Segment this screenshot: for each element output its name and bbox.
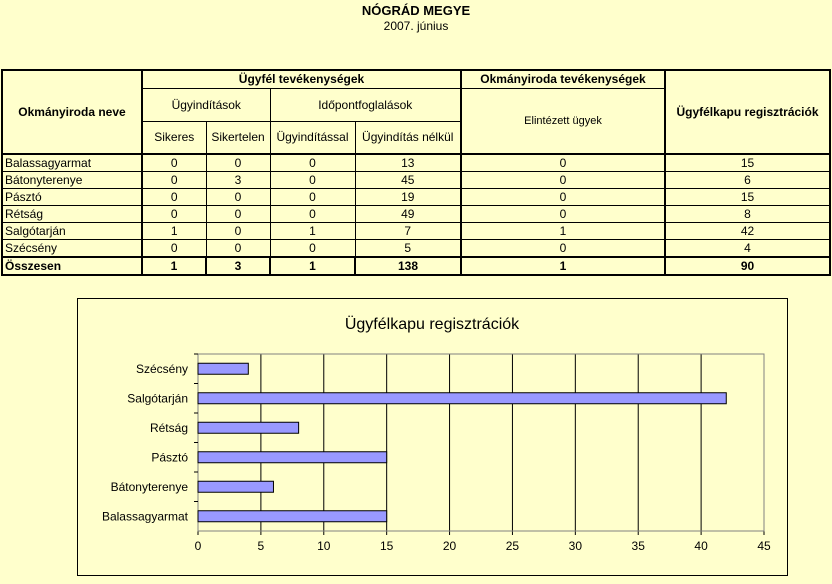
cell-total-with-case-start: 1	[270, 257, 355, 275]
cell-office: Balassagyarmat	[2, 154, 142, 172]
x-tick-label: 30	[568, 539, 583, 553]
cell-with-case-start: 0	[270, 240, 355, 258]
table-total-row	[2, 257, 830, 275]
header-office-activities: Okmányiroda tevékenységek	[461, 70, 665, 88]
cell-registrations: 15	[665, 154, 830, 172]
header-appointments: Időpontfoglalások	[270, 88, 461, 121]
x-tick-label: 5	[257, 539, 265, 553]
cell-without-case-start: 45	[355, 172, 461, 189]
cell-registrations: 42	[665, 223, 830, 240]
cell-with-case-start: 0	[270, 154, 355, 172]
y-tick-label: Bátonyterenye	[110, 479, 188, 494]
cell-total-successful: 1	[142, 257, 206, 275]
cell-completed: 0	[461, 154, 665, 172]
header-successful: Sikeres	[142, 121, 206, 154]
x-tick-label: 10	[317, 539, 331, 553]
x-tick-label: 35	[631, 539, 645, 553]
cell-successful: 0	[142, 189, 206, 206]
y-tick-label: Pásztó	[151, 450, 188, 465]
table-row	[2, 223, 830, 240]
cell-successful: 0	[142, 240, 206, 258]
header-unsuccessful: Sikertelen	[206, 121, 270, 154]
x-tick-label: 45	[757, 539, 771, 553]
cell-with-case-start: 1	[270, 223, 355, 240]
statistics-table	[1, 69, 831, 276]
header-without-case-start: Ügyindítás nélkül	[355, 121, 461, 154]
table-row	[2, 240, 830, 258]
bar	[198, 452, 387, 463]
cell-office: Szécsény	[2, 240, 142, 258]
registrations-chart	[77, 298, 788, 576]
header-case-starts: Ügyindítások	[142, 88, 270, 121]
cell-office: Bátonyterenye	[2, 172, 142, 189]
cell-registrations: 6	[665, 172, 830, 189]
x-tick-label: 0	[194, 539, 202, 553]
cell-with-case-start: 0	[270, 206, 355, 223]
cell-registrations: 4	[665, 240, 830, 258]
y-tick-label: Salgótarján	[127, 391, 188, 406]
report-title: NÓGRÁD MEGYE	[361, 3, 471, 18]
header-client-activities: Ügyfél tevékenységek	[142, 70, 461, 88]
cell-unsuccessful: 0	[206, 240, 270, 258]
header-completed-cases: Elintézett ügyek	[461, 88, 665, 154]
y-tick-label: Rétság	[149, 420, 188, 435]
cell-total-registrations: 90	[665, 257, 830, 275]
plot-background	[198, 354, 764, 531]
cell-office: Rétság	[2, 206, 142, 223]
table-row	[2, 154, 830, 172]
bar	[198, 511, 387, 522]
cell-with-case-start: 0	[270, 172, 355, 189]
y-tick-label: Szécsény	[135, 361, 188, 376]
cell-registrations: 15	[665, 189, 830, 206]
x-tick-label: 40	[694, 539, 708, 553]
table-row	[2, 189, 830, 206]
chart-svg	[78, 299, 787, 575]
bar	[198, 481, 273, 492]
cell-total-label: Összesen	[2, 257, 142, 275]
cell-without-case-start: 13	[355, 154, 461, 172]
cell-office: Pásztó	[2, 189, 142, 206]
cell-completed: 0	[461, 172, 665, 189]
cell-unsuccessful: 0	[206, 206, 270, 223]
bar	[198, 422, 299, 433]
x-tick-label: 15	[379, 539, 394, 553]
cell-with-case-start: 0	[270, 189, 355, 206]
cell-total-unsuccessful: 3	[206, 257, 270, 275]
table-row	[2, 206, 830, 223]
cell-successful: 0	[142, 172, 206, 189]
cell-without-case-start: 49	[355, 206, 461, 223]
x-tick-label: 20	[442, 539, 457, 553]
table-row	[2, 172, 830, 189]
cell-completed: 0	[461, 189, 665, 206]
cell-unsuccessful: 3	[206, 172, 270, 189]
cell-unsuccessful: 0	[206, 223, 270, 240]
cell-successful: 0	[142, 206, 206, 223]
header-with-case-start: Ügyindítással	[270, 121, 355, 154]
report-subtitle: 2007. június	[383, 19, 449, 33]
cell-without-case-start: 7	[355, 223, 461, 240]
cell-unsuccessful: 0	[206, 154, 270, 172]
plot-area	[102, 354, 771, 553]
cell-unsuccessful: 0	[206, 189, 270, 206]
cell-without-case-start: 19	[355, 189, 461, 206]
header-client-gate-registrations: Ügyfélkapu regisztrációk	[665, 70, 830, 154]
cell-without-case-start: 5	[355, 240, 461, 258]
cell-office: Salgótarján	[2, 223, 142, 240]
bar	[198, 363, 248, 374]
x-tick-label: 25	[505, 539, 520, 553]
cell-successful: 0	[142, 154, 206, 172]
cell-total-completed: 1	[461, 257, 665, 275]
cell-completed: 0	[461, 240, 665, 258]
y-tick-label: Balassagyarmat	[101, 509, 188, 524]
cell-completed: 0	[461, 206, 665, 223]
cell-total-without-case-start: 138	[355, 257, 461, 275]
chart-title: Ügyfélkapu regisztrációk	[344, 316, 520, 333]
cell-completed: 1	[461, 223, 665, 240]
bar	[198, 393, 726, 404]
cell-successful: 1	[142, 223, 206, 240]
cell-registrations: 8	[665, 206, 830, 223]
header-office-name: Okmányiroda neve	[2, 70, 142, 154]
